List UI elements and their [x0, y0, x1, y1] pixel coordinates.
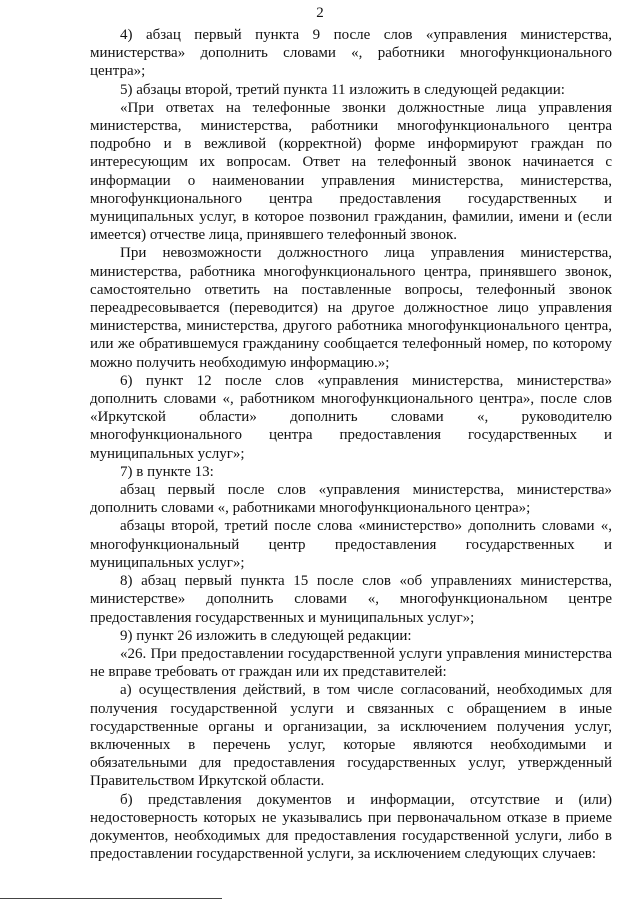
paragraph-item-7-first: абзац первый после слов «управления министерства, министерства» дополнить словами «, работниками многофункционального центра»;: [90, 482, 612, 517]
subparagraph-a: а) осуществления действий, в том числе согласований, необходимых для получения государственной услуги и связанных с обращением в иные государственные органы и организации, за исключением получения услуг, включенных в перечень услуг, которые являются необходимыми и обязательными для предоставления государственных услуг, утвержденный Правительством Иркутской области.: [90, 682, 612, 790]
quoted-paragraph-phone-answers: «При ответах на телефонные звонки должностные лица управления министерства, министерства, работники многофункционального центра подробно и в вежливой (корректной) форме информируют граждан по интересующим их вопросам. Ответ на телефонный звонок начинается с информации о наименовании управления министерства, министерства, многофункционального центра предоставления государственных и муниципальных услуг, в которое позвонил гражданин, фамилии, имени и (если имеется) отчестве лица, принявшего телефонный звонок.: [90, 99, 612, 244]
page-number: 2: [316, 5, 324, 21]
paragraph-item-5: 5) абзацы второй, третий пункта 11 изложить в следующей редакции:: [120, 81, 565, 98]
paragraph-item-8: 8) абзац первый пункта 15 после слов «об управлениях министерства, министерстве» дополнить словами «, многофункциональном центре предоставления государственных и муниципальных услуг»;: [90, 573, 612, 626]
paragraph-item-4: 4) абзац первый пункта 9 после слов «управления министерства, министерства» дополнить словами «, работники многофункционального центра»;: [90, 27, 612, 80]
paragraph-item-7-second-third: абзацы второй, третий после слова «министерство» дополнить словами «, многофункциональный центр предоставления государственных и муниципальных услуг»;: [90, 518, 612, 571]
paragraph-item-7: 7) в пункте 13:: [120, 463, 214, 480]
quoted-paragraph-26: «26. При предоставлении государственной услуги управления министерства не вправе требовать от граждан или их представителей:: [90, 645, 612, 681]
quoted-paragraph-redirect: При невозможности должностного лица управления министерства, министерства, работника многофункционального центра, принявшего звонок, самостоятельно ответить на поставленные вопросы, телефонный звонок переадресовывается (переводится) на другое должностное лицо управления министерства, министерства, другого работника многофункционального центра, или же обратившемуся гражданину сообщается телефонный номер, по которому можно получить необходимую информацию.»;: [90, 245, 612, 371]
paragraph-item-9: 9) пункт 26 изложить в следующей редакции:: [120, 627, 412, 644]
subparagraph-b: б) представления документов и информации, отсутствие и (или) недостоверность которых не указывались при первоначальном отказе в приеме документов, необходимых для предоставления государственной услуги, либо в предоставлении государственной услуги, за исключением следующих случаев:: [90, 791, 612, 863]
footer-divider: [0, 898, 222, 899]
paragraph-item-6: 6) пункт 12 после слов «управления министерства, министерства» дополнить словами «, работником многофункционального центра», после слов «Иркутской области» дополнить словами «, руководителю многофункционального центра предоставления государственных и муниципальных услуг»;: [90, 372, 612, 462]
document-body: [90, 26, 612, 863]
